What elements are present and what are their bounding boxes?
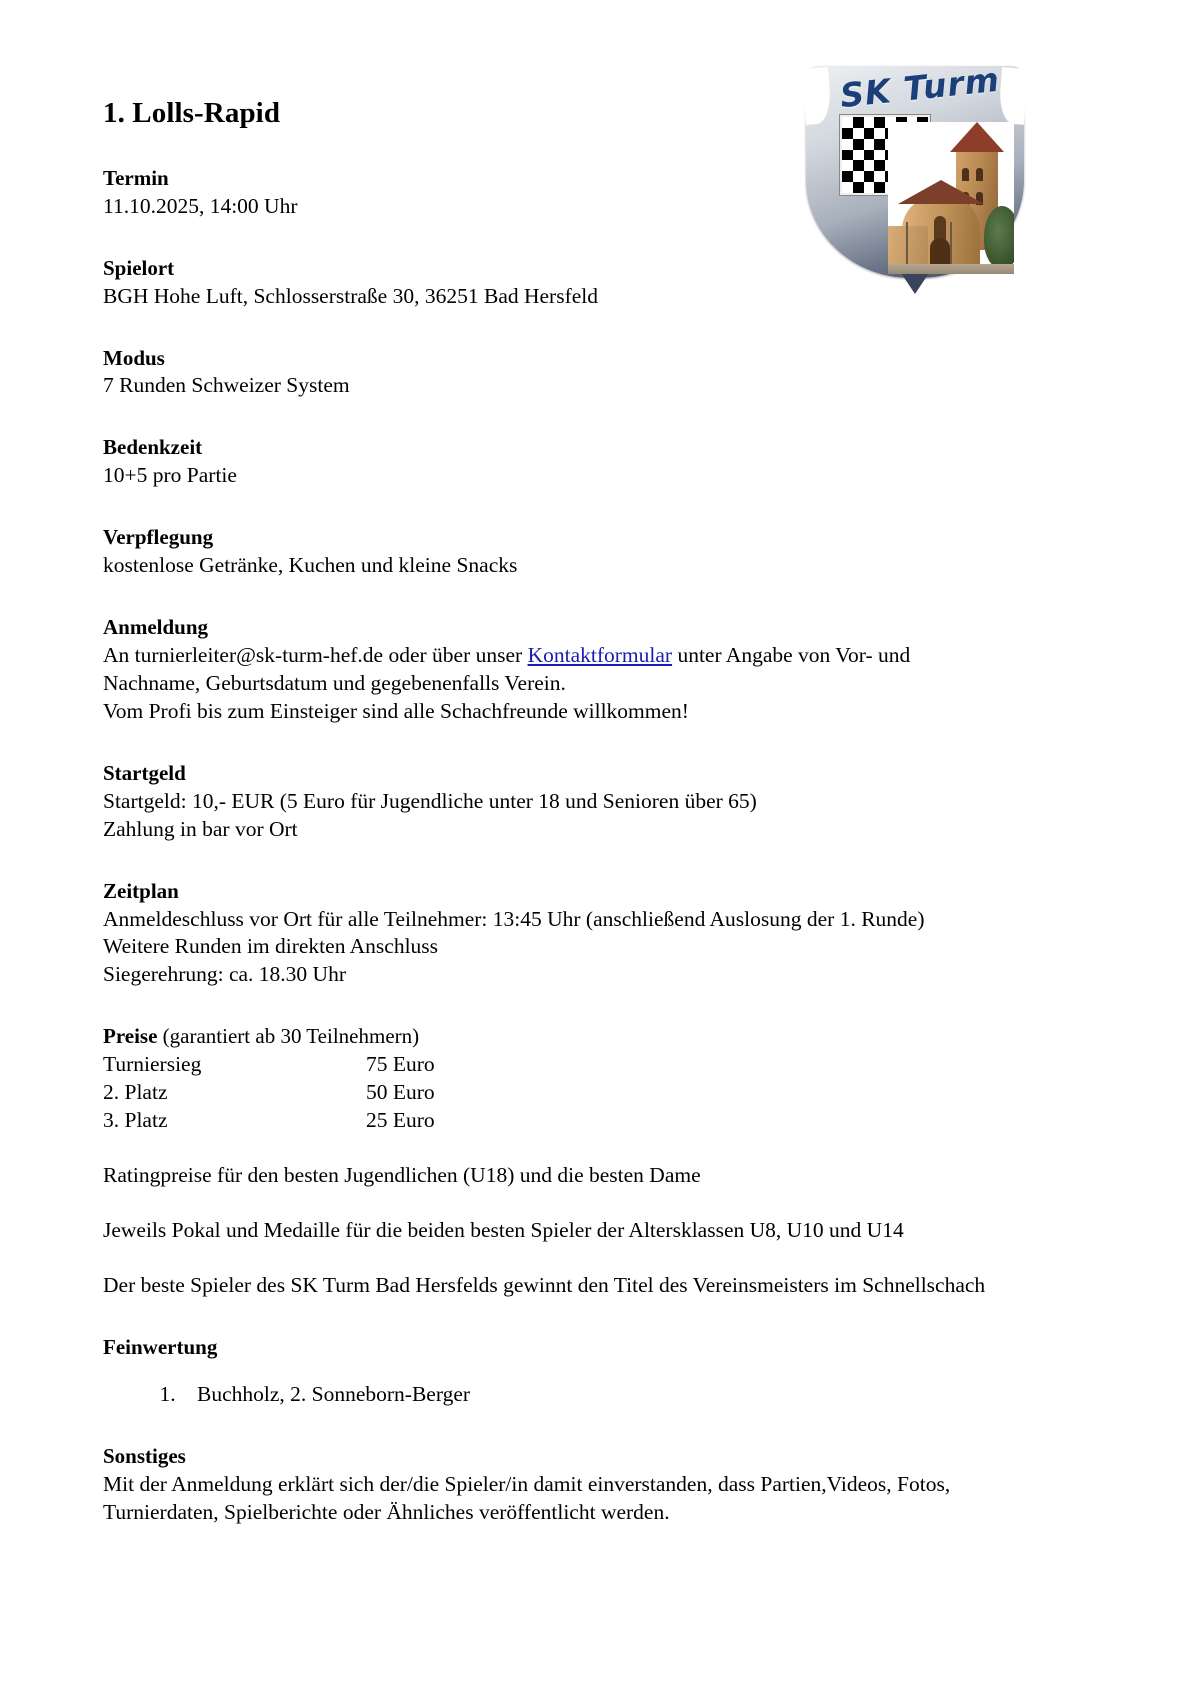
preise-trophy-note: Jeweils Pokal und Medaille für die beiden besten Spieler der Altersklassen U8, U10 und U14	[103, 1218, 904, 1243]
section-heading-sonstiges: Sonstiges	[103, 1443, 186, 1468]
section-modus	[103, 345, 1003, 401]
section-heading-zeitplan: Zeitplan	[103, 878, 179, 903]
preise-heading-suffix: (garantiert ab 30 Teilnehmern)	[157, 1024, 420, 1049]
section-verpflegung	[103, 524, 1003, 580]
section-bedenkzeit	[103, 434, 1003, 490]
prize-place: 3. Platz	[103, 1108, 168, 1133]
zeitplan-registration-deadline: Anmeldeschluss vor Ort für alle Teilnehmer: 13:45 Uhr (anschließend Auslosung der 1. Runde)	[103, 906, 925, 931]
section-heading-modus: Modus	[103, 345, 165, 370]
section-anmeldung	[103, 614, 1003, 726]
table-row	[103, 1107, 435, 1135]
section-heading-startgeld: Startgeld	[103, 760, 186, 785]
table-row	[103, 1051, 435, 1079]
club-name-text: SK Turm	[838, 59, 1002, 116]
anmeldung-welcome-line: Vom Profi bis zum Einsteiger sind alle Schachfreunde willkommen!	[103, 698, 689, 723]
list-item: 1. Buchholz, 2. Sonneborn-Berger	[181, 1381, 1003, 1409]
section-preise	[103, 1023, 1003, 1300]
page-title: 1. Lolls-Rapid	[103, 97, 281, 129]
startgeld-fee-line: Startgeld: 10,- EUR (5 Euro für Jugendliche unter 18 und Senioren über 65)	[103, 788, 757, 813]
termin-date: 11.10.2025, 14:00 Uhr	[103, 193, 298, 218]
zeitplan-rounds: Weitere Runden im direkten Anschluss	[103, 934, 439, 959]
section-heading-feinwertung: Feinwertung	[103, 1334, 218, 1359]
spielort-address: BGH Hohe Luft, Schlosserstraße 30, 36251 Bad Hersfeld	[103, 283, 599, 308]
zeitplan-ceremony: Siegerehrung: ca. 18.30 Uhr	[103, 962, 346, 987]
sonstiges-paragraph: Mit der Anmeldung erklärt sich der/die Spieler/in damit einverstanden, dass Partien,Videos, Fotos, Turnierdaten, Spielberichte oder Ähnliches veröffentlicht werden.	[103, 1471, 951, 1524]
prize-table	[103, 1051, 435, 1135]
section-heading-preise	[103, 1023, 1003, 1051]
startgeld-payment-line: Zahlung in bar vor Ort	[103, 816, 298, 841]
section-feinwertung	[103, 1334, 1003, 1409]
anmeldung-text-after-link: unter Angabe von Vor- und Nachname, Geburtsdatum und gegebenenfalls Verein.	[103, 643, 911, 695]
prize-amount: 25 Euro	[366, 1108, 435, 1133]
modus-value: 7 Runden Schweizer System	[103, 373, 350, 398]
prize-amount: 50 Euro	[366, 1080, 435, 1105]
section-startgeld	[103, 760, 1003, 844]
anmeldung-paragraph	[103, 642, 1003, 698]
preise-heading-label: Preise	[103, 1024, 158, 1049]
feinwertung-list	[103, 1381, 1003, 1409]
prize-amount: 75 Euro	[366, 1052, 435, 1077]
section-heading-anmeldung: Anmeldung	[103, 615, 209, 640]
document-body	[103, 96, 1003, 1527]
preise-rating-note: Ratingpreise für den besten Jugendlichen (U18) und die besten Dame	[103, 1163, 701, 1188]
section-zeitplan	[103, 878, 1003, 990]
anmeldung-text-before-link: An turnierleiter@sk-turm-hef.de oder über unser	[103, 643, 528, 668]
section-heading-termin: Termin	[103, 165, 169, 190]
table-row	[103, 1079, 435, 1107]
section-sonstiges	[103, 1443, 1003, 1527]
preise-club-champion-note: Der beste Spieler des SK Turm Bad Hersfelds gewinnt den Titel des Vereinsmeisters im Schnellschach	[103, 1272, 986, 1297]
bedenkzeit-value: 10+5 pro Partie	[103, 463, 237, 488]
prize-place: Turniersieg	[103, 1052, 202, 1077]
section-termin	[103, 165, 1003, 221]
section-heading-spielort: Spielort	[103, 255, 175, 280]
prize-place: 2. Platz	[103, 1080, 168, 1105]
section-heading-bedenkzeit: Bedenkzeit	[103, 435, 203, 460]
verpflegung-value: kostenlose Getränke, Kuchen und kleine Snacks	[103, 553, 518, 578]
section-spielort	[103, 255, 1003, 311]
section-heading-verpflegung: Verpflegung	[103, 525, 214, 550]
kontaktformular-link[interactable]: Kontaktformular	[527, 643, 673, 668]
